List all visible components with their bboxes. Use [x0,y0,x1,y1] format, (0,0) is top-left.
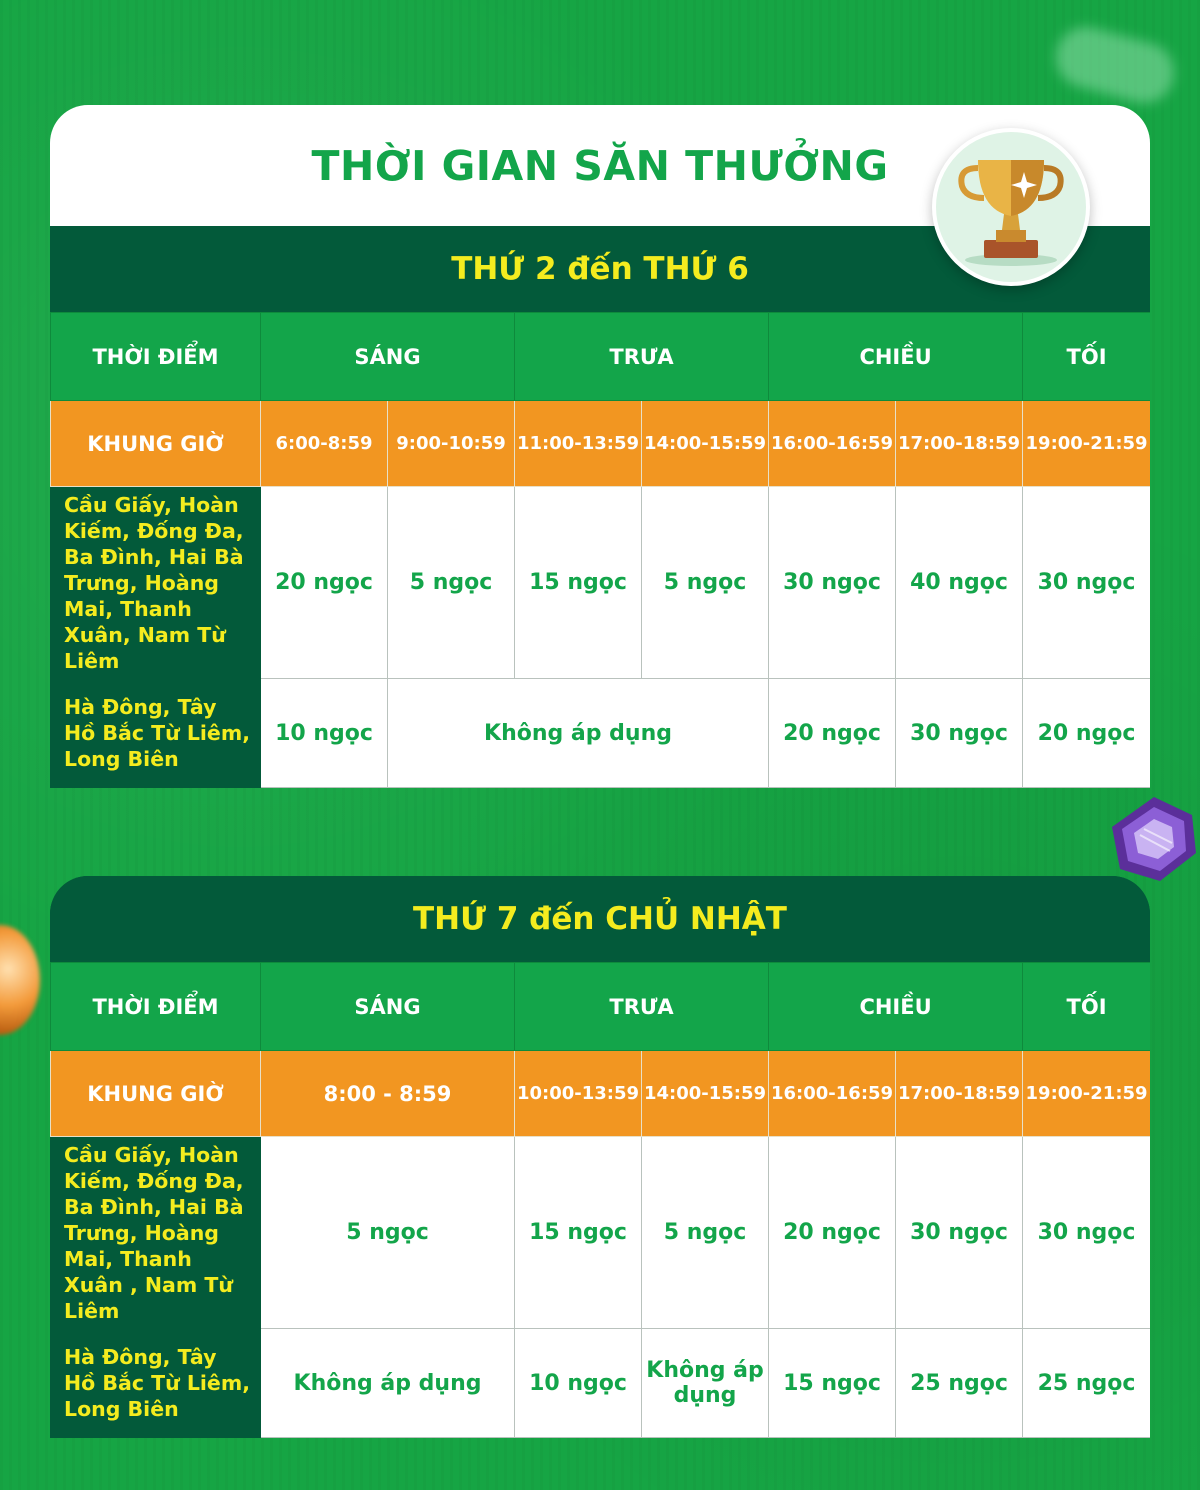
area-row [51,1329,1151,1438]
period-evening: TỐI [1023,313,1150,401]
reward-cell-not-applicable: Không áp dụng [261,1329,515,1438]
weekend-heading: THỨ 7 đến CHỦ NHẬT [413,901,787,937]
time-slot: 9:00-10:59 [388,401,515,487]
blurred-gem-decoration [1049,20,1180,109]
area-row [51,1137,1151,1329]
trophy-badge [932,128,1090,286]
time-slot: 16:00-16:59 [769,1051,896,1137]
time-slot: 19:00-21:59 [1023,1051,1150,1137]
time-slot: 11:00-13:59 [515,401,642,487]
area-name: Hà Đông, Tây Hồ Bắc Từ Liêm, Long Biên [51,1329,261,1438]
reward-cell: 20 ngọc [261,487,388,679]
reward-cell: 15 ngọc [515,487,642,679]
area-name: Hà Đông, Tây Hồ Bắc Từ Liêm, Long Biên [51,679,261,788]
period-noon: TRƯA [515,963,769,1051]
reward-cell: 10 ngọc [261,679,388,788]
reward-cell: 20 ngọc [1023,679,1150,788]
time-slot: 8:00 - 8:59 [261,1051,515,1137]
reward-cell: 25 ngọc [1023,1329,1150,1438]
reward-cell: 5 ngọc [388,487,515,679]
orange-ball-icon [0,925,40,1035]
period-label: THỜI ĐIỂM [51,963,261,1051]
reward-cell: 30 ngọc [896,679,1023,788]
reward-cell: 5 ngọc [642,487,769,679]
time-slot: 14:00-15:59 [642,401,769,487]
reward-cell: 30 ngọc [1023,487,1150,679]
reward-cell: 25 ngọc [896,1329,1023,1438]
weekday-heading: THỨ 2 đến THỨ 6 [451,251,749,287]
reward-cell-not-applicable: Không áp dụng [388,679,769,788]
time-slot-label: KHUNG GIỜ [51,401,261,487]
time-slot: 16:00-16:59 [769,401,896,487]
page-title: THỜI GIAN SĂN THƯỞNG [311,141,889,190]
trophy-icon [936,132,1086,282]
reward-cell: 15 ngọc [769,1329,896,1438]
period-row [51,313,1151,401]
time-slot: 19:00-21:59 [1023,401,1150,487]
time-slot-label: KHUNG GIỜ [51,1051,261,1137]
time-slot-row [51,1051,1151,1137]
period-row [51,963,1151,1051]
reward-cell: 40 ngọc [896,487,1023,679]
reward-cell: 20 ngọc [769,1137,896,1329]
period-label: THỜI ĐIỂM [51,313,261,401]
area-name: Cầu Giấy, Hoàn Kiếm, Đống Đa, Ba Đình, Hai Bà Trưng, Hoàng Mai, Thanh Xuân , Nam Từ Liêm [51,1137,261,1329]
area-row [51,487,1151,679]
time-slot: 17:00-18:59 [896,1051,1023,1137]
reward-cell: 30 ngọc [896,1137,1023,1329]
reward-cell: 30 ngọc [1023,1137,1150,1329]
reward-cell: 5 ngọc [261,1137,515,1329]
reward-cell: 20 ngọc [769,679,896,788]
weekend-schedule-card [50,876,1150,1438]
weekend-schedule-table [50,962,1150,1438]
period-afternoon: CHIỀU [769,313,1023,401]
time-slot: 17:00-18:59 [896,401,1023,487]
time-slot: 6:00-8:59 [261,401,388,487]
period-noon: TRƯA [515,313,769,401]
period-morning: SÁNG [261,963,515,1051]
reward-cell: 30 ngọc [769,487,896,679]
weekend-heading-bar [50,876,1150,962]
time-slot: 10:00-13:59 [515,1051,642,1137]
area-row [51,679,1151,788]
reward-cell: 15 ngọc [515,1137,642,1329]
reward-cell: 10 ngọc [515,1329,642,1438]
area-name: Cầu Giấy, Hoàn Kiếm, Đống Đa, Ba Đình, Hai Bà Trưng, Hoàng Mai, Thanh Xuân, Nam Từ Liêm [51,487,261,679]
reward-cell: 5 ngọc [642,1137,769,1329]
time-slot: 14:00-15:59 [642,1051,769,1137]
period-morning: SÁNG [261,313,515,401]
weekday-schedule-table [50,312,1150,788]
reward-cell-not-applicable: Không áp dụng [642,1329,769,1438]
purple-gem-icon [1110,795,1198,883]
period-evening: TỐI [1023,963,1150,1051]
period-afternoon: CHIỀU [769,963,1023,1051]
time-slot-row [51,401,1151,487]
